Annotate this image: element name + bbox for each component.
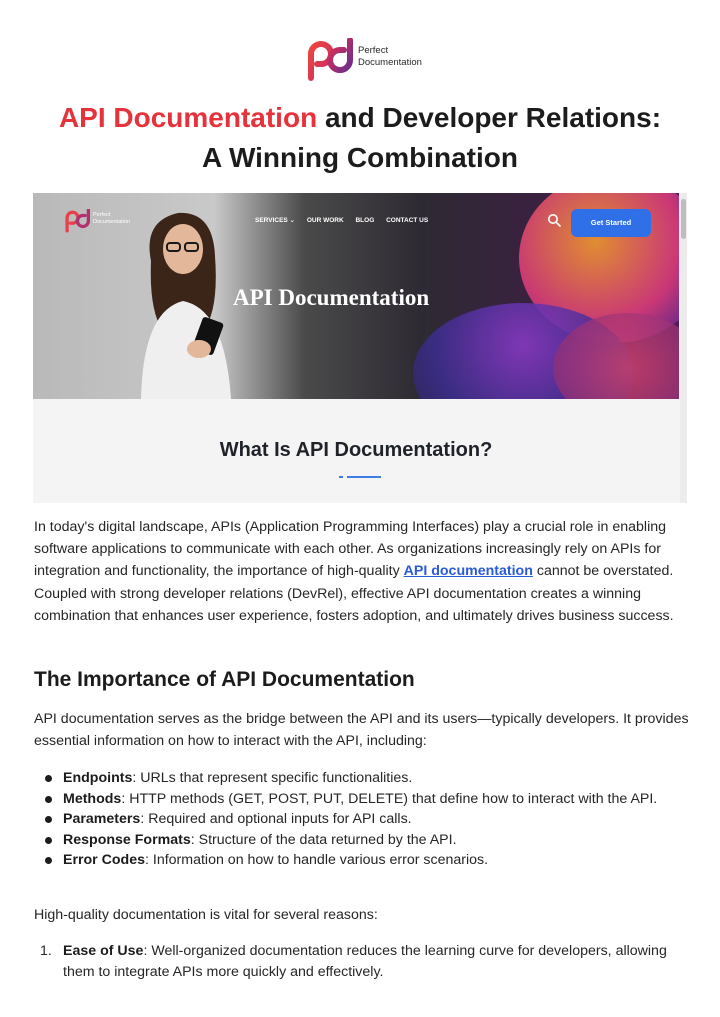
hero-logo[interactable]: [65, 209, 145, 235]
section-heading-importance: The Importance of API Documentation: [34, 668, 415, 691]
hero-image: [33, 193, 687, 503]
hero-nav: [255, 216, 438, 224]
hero-logo-text: [93, 212, 130, 226]
title-rest: and Developer Relations:: [317, 102, 662, 133]
hero-underline: [347, 476, 381, 478]
list-item-number: 1.: [40, 943, 52, 959]
list-item: [34, 789, 674, 810]
section-paragraph: API documentation serves as the bridge between the API and its users—typically developers. It provides essential information on how to interact with the API, including:: [34, 711, 689, 750]
hero-nav-services[interactable]: SERVICES ⌄: [255, 217, 296, 224]
brand-name: [358, 45, 422, 69]
hero-banner-title: API Documentation: [233, 285, 430, 310]
list-item-term: Ease of Use: [63, 943, 144, 959]
title-accent: API Documentation: [58, 102, 318, 133]
hero-pd-logo-icon: [65, 209, 91, 233]
list-item-term: Endpoints: [63, 770, 133, 786]
list-item: [34, 941, 674, 982]
brand-line2: Documentation: [358, 57, 422, 68]
brand-logo[interactable]: [308, 38, 428, 82]
list-item: [34, 830, 674, 851]
get-started-button[interactable]: Get Started: [571, 209, 651, 237]
feature-list: [34, 768, 674, 871]
list-item-term: Response Formats: [63, 831, 191, 848]
search-icon[interactable]: [547, 213, 561, 227]
pd-logo-icon: [308, 38, 354, 82]
list-item-desc: : Required and optional inputs for API calls.: [140, 811, 412, 827]
hero-logo-line2: Documentation: [93, 219, 130, 225]
list-item-desc: : Well-organized documentation reduces the learning curve for developers, allowing them to integrate APIs more quickly and effectively.: [63, 943, 667, 980]
hero-logo-line1: Perfect: [93, 212, 111, 218]
list-item-term: Methods: [63, 790, 122, 807]
hero-banner: [33, 193, 679, 399]
reasons-intro: High-quality documentation is vital for several reasons:: [34, 907, 378, 923]
list-item-desc: : Structure of the data returned by the API.: [190, 831, 457, 848]
list-item-desc: : Information on how to handle various error scenarios.: [145, 852, 489, 868]
woman-with-phone-illustration: [133, 201, 243, 399]
hero-scrollbar: [680, 193, 687, 503]
reasons-list: [34, 941, 674, 982]
intro-text-before: In today's digital landscape, APIs (Application Programming Interfaces) play a crucial role in enabling software applications to communicate with each other. As organizations increasingly rely on APIs for integration and functionality, the importance of high-quality: [34, 519, 667, 580]
title-line2: A Winning Combination: [202, 142, 518, 173]
list-item: [34, 768, 674, 789]
hero-scrollbar-thumb: [681, 199, 686, 239]
hero-nav-our-work[interactable]: OUR WORK: [306, 217, 344, 224]
list-item-term: Error Codes: [63, 852, 145, 868]
list-item-desc: : HTTP methods (GET, POST, PUT, DELETE) that define how to interact with the API.: [121, 790, 658, 807]
hero-section-title: What Is API Documentation?: [219, 439, 493, 461]
list-item: [34, 850, 674, 871]
list-item-term: Parameters: [63, 811, 141, 827]
hero-underline-dot: [339, 476, 343, 478]
brand-line1: Perfect: [358, 45, 389, 56]
intro-text-after: cannot be overstated. Coupled with strong developer relations (DevRel), effective API documentation creates a winning combination that enhances user experience, fosters adoption, and ultimately drives business success.: [34, 563, 674, 624]
hero-nav-contact[interactable]: CONTACT US: [386, 217, 429, 224]
page-title: [0, 98, 720, 178]
intro-paragraph: [34, 516, 690, 627]
list-item-desc: : URLs that represent specific functionalities.: [132, 770, 413, 786]
list-item: [34, 809, 674, 830]
hero-nav-blog[interactable]: BLOG: [355, 217, 375, 224]
api-documentation-link[interactable]: API documentation: [403, 563, 533, 580]
